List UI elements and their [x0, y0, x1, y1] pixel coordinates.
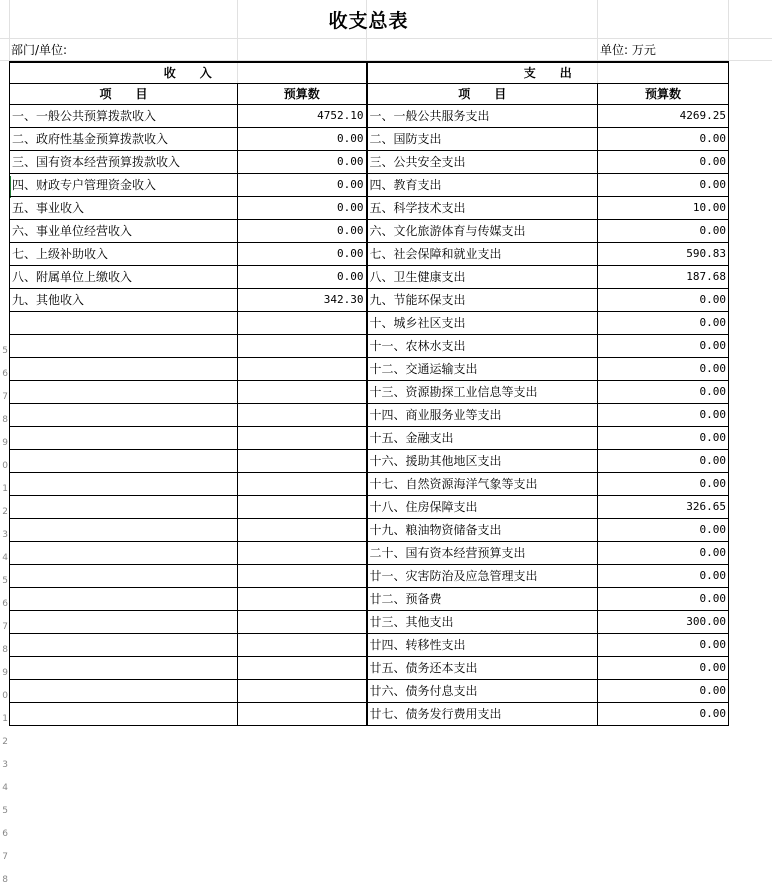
income-value-cell[interactable]: [238, 565, 367, 588]
section-header-row: [10, 62, 729, 84]
table-row: [10, 611, 729, 634]
row-number[interactable]: 8: [2, 645, 8, 655]
expense-value-cell[interactable]: 0.00: [598, 542, 729, 565]
table-row: [10, 174, 729, 197]
income-value-cell[interactable]: 0.00: [238, 266, 367, 289]
income-item-cell[interactable]: 八、附属单位上缴收入: [10, 266, 238, 289]
income-value-cell[interactable]: [238, 519, 367, 542]
row-number[interactable]: 6: [2, 599, 8, 609]
budget-table: [9, 61, 729, 726]
income-value-cell[interactable]: 0.00: [238, 128, 367, 151]
expense-value-cell[interactable]: 0.00: [598, 634, 729, 657]
income-item-cell[interactable]: 九、其他收入: [10, 289, 238, 312]
expense-value-cell[interactable]: 0.00: [598, 220, 729, 243]
expense-value-cell[interactable]: 0.00: [598, 381, 729, 404]
row-number[interactable]: 7: [2, 852, 8, 862]
income-item-cell[interactable]: [10, 312, 238, 335]
income-value-cell[interactable]: [238, 404, 367, 427]
expense-item-cell[interactable]: 十、城乡社区支出: [367, 312, 598, 335]
income-item-cell[interactable]: [10, 703, 238, 726]
income-item-cell[interactable]: 二、政府性基金预算拨款收入: [10, 128, 238, 151]
row-number[interactable]: 3: [2, 530, 8, 540]
income-value-cell[interactable]: 0.00: [238, 197, 367, 220]
income-item-cell[interactable]: [10, 634, 238, 657]
page-title: 收支总表: [328, 9, 409, 32]
income-item-cell[interactable]: 三、国有资本经营预算拨款收入: [10, 151, 238, 174]
expense-value-cell[interactable]: 326.65: [598, 496, 729, 519]
expense-value-cell[interactable]: 0.00: [598, 174, 729, 197]
expense-value-cell[interactable]: 0.00: [598, 358, 729, 381]
expense-value-cell[interactable]: 0.00: [598, 703, 729, 726]
row-number[interactable]: 7: [2, 622, 8, 632]
income-item-cell[interactable]: [10, 657, 238, 680]
income-value-cell[interactable]: 0.00: [238, 174, 367, 197]
income-value-cell[interactable]: [238, 496, 367, 519]
column-header-row: [10, 84, 729, 105]
table-row: [10, 381, 729, 404]
expense-item-cell[interactable]: 十九、粮油物资储备支出: [367, 519, 598, 542]
income-item-cell[interactable]: [10, 404, 238, 427]
expense-item-cell[interactable]: 二、国防支出: [367, 128, 598, 151]
expense-value-cell[interactable]: 0.00: [598, 565, 729, 588]
income-item-cell[interactable]: [10, 611, 238, 634]
table-row: [10, 289, 729, 312]
income-value-cell[interactable]: [238, 427, 367, 450]
expense-budget-header[interactable]: 预算数: [598, 84, 729, 105]
row-number[interactable]: 0: [2, 691, 8, 701]
income-item-cell[interactable]: 七、上级补助收入: [10, 243, 238, 266]
income-value-cell[interactable]: 0.00: [238, 151, 367, 174]
income-item-cell[interactable]: [10, 450, 238, 473]
income-value-cell[interactable]: [238, 335, 367, 358]
expense-item-cell[interactable]: 廿二、预备费: [367, 588, 598, 611]
income-value-cell[interactable]: [238, 312, 367, 335]
income-value-cell[interactable]: [238, 703, 367, 726]
row-number[interactable]: 8: [2, 415, 8, 425]
row-number[interactable]: 5: [2, 576, 8, 586]
income-item-cell[interactable]: [10, 358, 238, 381]
income-item-cell[interactable]: [10, 496, 238, 519]
income-item-cell[interactable]: 六、事业单位经营收入: [10, 220, 238, 243]
expense-value-cell[interactable]: 0.00: [598, 312, 729, 335]
expense-value-cell[interactable]: 0.00: [598, 588, 729, 611]
income-item-cell[interactable]: [10, 542, 238, 565]
table-row: [10, 519, 729, 542]
income-item-cell[interactable]: 五、事业收入: [10, 197, 238, 220]
row-number[interactable]: 7: [2, 392, 8, 402]
expense-item-cell[interactable]: 一、一般公共服务支出: [367, 105, 598, 128]
income-value-cell[interactable]: [238, 450, 367, 473]
income-value-cell[interactable]: [238, 542, 367, 565]
expense-item-cell[interactable]: 十二、交通运输支出: [367, 358, 598, 381]
expense-value-cell[interactable]: 0.00: [598, 335, 729, 358]
expense-section-header[interactable]: 支 出: [367, 62, 729, 84]
expense-item-cell[interactable]: 廿六、债务付息支出: [367, 680, 598, 703]
income-value-cell[interactable]: 4752.10: [238, 105, 367, 128]
expense-value-cell[interactable]: 300.00: [598, 611, 729, 634]
table-row: [10, 128, 729, 151]
expense-item-cell[interactable]: 三、公共安全支出: [367, 151, 598, 174]
expense-item-header[interactable]: 项 目: [367, 84, 598, 105]
income-value-cell[interactable]: 342.30: [238, 289, 367, 312]
table-row: [10, 450, 729, 473]
income-item-cell[interactable]: [10, 473, 238, 496]
expense-item-cell[interactable]: 十八、住房保障支出: [367, 496, 598, 519]
expense-value-cell[interactable]: 4269.25: [598, 105, 729, 128]
expense-value-cell[interactable]: 0.00: [598, 289, 729, 312]
table-row: [10, 358, 729, 381]
expense-item-cell[interactable]: 廿四、转移性支出: [367, 634, 598, 657]
income-item-cell[interactable]: 四、财政专户管理资金收入: [10, 174, 238, 197]
table-row: [10, 496, 729, 519]
row-number[interactable]: 0: [2, 461, 8, 471]
income-item-cell[interactable]: [10, 565, 238, 588]
unit-label[interactable]: 单位: 万元: [600, 43, 656, 57]
income-value-cell[interactable]: 0.00: [238, 220, 367, 243]
expense-value-cell[interactable]: 0.00: [598, 151, 729, 174]
expense-item-cell[interactable]: 七、社会保障和就业支出: [367, 243, 598, 266]
table-row: [10, 312, 729, 335]
row-number[interactable]: 4: [2, 783, 8, 793]
expense-item-cell[interactable]: 廿三、其他支出: [367, 611, 598, 634]
expense-item-cell[interactable]: 九、节能环保支出: [367, 289, 598, 312]
expense-value-cell[interactable]: 0.00: [598, 128, 729, 151]
income-item-header[interactable]: 项 目: [10, 84, 238, 105]
expense-value-cell[interactable]: 10.00: [598, 197, 729, 220]
expense-value-cell[interactable]: 0.00: [598, 680, 729, 703]
income-value-cell[interactable]: [238, 611, 367, 634]
row-number[interactable]: 9: [2, 438, 8, 448]
expense-value-cell[interactable]: 0.00: [598, 657, 729, 680]
expense-item-cell[interactable]: 廿五、债务还本支出: [367, 657, 598, 680]
expense-item-cell[interactable]: 十五、金融支出: [367, 427, 598, 450]
row-number[interactable]: 1: [2, 484, 8, 494]
row-number[interactable]: 6: [2, 829, 8, 839]
table-row: [10, 243, 729, 266]
expense-item-cell[interactable]: 十六、援助其他地区支出: [367, 450, 598, 473]
income-item-cell[interactable]: 一、一般公共预算拨款收入: [10, 105, 238, 128]
department-label[interactable]: 部门/单位:: [11, 43, 68, 57]
row-number[interactable]: 6: [2, 369, 8, 379]
expense-value-cell[interactable]: 0.00: [598, 427, 729, 450]
row-number[interactable]: 1: [2, 714, 8, 724]
income-item-cell[interactable]: [10, 680, 238, 703]
table-row: [10, 703, 729, 726]
income-value-cell[interactable]: 0.00: [238, 243, 367, 266]
row-number[interactable]: 5: [2, 806, 8, 816]
row-number[interactable]: 2: [2, 507, 8, 517]
income-value-cell[interactable]: [238, 588, 367, 611]
income-item-cell[interactable]: [10, 588, 238, 611]
table-row: [10, 588, 729, 611]
income-item-cell[interactable]: [10, 519, 238, 542]
expense-item-cell[interactable]: 十七、自然资源海洋气象等支出: [367, 473, 598, 496]
row-number[interactable]: 8: [2, 875, 8, 885]
expense-item-cell[interactable]: 二十、国有资本经营预算支出: [367, 542, 598, 565]
expense-item-cell[interactable]: 廿一、灾害防治及应急管理支出: [367, 565, 598, 588]
income-value-cell[interactable]: [238, 381, 367, 404]
expense-item-cell[interactable]: 四、教育支出: [367, 174, 598, 197]
expense-value-cell[interactable]: 0.00: [598, 473, 729, 496]
row-number[interactable]: 4: [2, 553, 8, 563]
table-row: [10, 266, 729, 289]
row-number[interactable]: 9: [2, 668, 8, 678]
income-value-cell[interactable]: [238, 473, 367, 496]
income-item-cell[interactable]: [10, 381, 238, 404]
income-item-cell[interactable]: [10, 427, 238, 450]
table-row: [10, 565, 729, 588]
expense-item-cell[interactable]: 廿七、债务发行费用支出: [367, 703, 598, 726]
expense-value-cell[interactable]: 0.00: [598, 519, 729, 542]
table-row: [10, 657, 729, 680]
income-section-header[interactable]: 收 入: [10, 62, 367, 84]
expense-item-cell[interactable]: 八、卫生健康支出: [367, 266, 598, 289]
expense-item-cell[interactable]: 十三、资源勘探工业信息等支出: [367, 381, 598, 404]
table-row: [10, 105, 729, 128]
expense-item-cell[interactable]: 五、科学技术支出: [367, 197, 598, 220]
row-number[interactable]: 2: [2, 737, 8, 747]
expense-value-cell[interactable]: 590.83: [598, 243, 729, 266]
expense-item-cell[interactable]: 十四、商业服务业等支出: [367, 404, 598, 427]
table-row: [10, 542, 729, 565]
table-row: [10, 427, 729, 450]
income-value-cell[interactable]: [238, 657, 367, 680]
income-item-cell[interactable]: [10, 335, 238, 358]
income-value-cell[interactable]: [238, 358, 367, 381]
table-row: [10, 634, 729, 657]
table-row: [10, 680, 729, 703]
table-row: [10, 335, 729, 358]
income-budget-header[interactable]: 预算数: [238, 84, 367, 105]
expense-item-cell[interactable]: 十一、农林水支出: [367, 335, 598, 358]
row-number[interactable]: 5: [2, 346, 8, 356]
table-row: [10, 220, 729, 243]
income-value-cell[interactable]: [238, 680, 367, 703]
income-value-cell[interactable]: [238, 634, 367, 657]
table-row: [10, 473, 729, 496]
table-row: [10, 404, 729, 427]
table-row: [10, 197, 729, 220]
expense-item-cell[interactable]: 六、文化旅游体育与传媒支出: [367, 220, 598, 243]
expense-value-cell[interactable]: 0.00: [598, 404, 729, 427]
table-row: [10, 151, 729, 174]
expense-value-cell[interactable]: 187.68: [598, 266, 729, 289]
row-number[interactable]: 3: [2, 760, 8, 770]
expense-value-cell[interactable]: 0.00: [598, 450, 729, 473]
